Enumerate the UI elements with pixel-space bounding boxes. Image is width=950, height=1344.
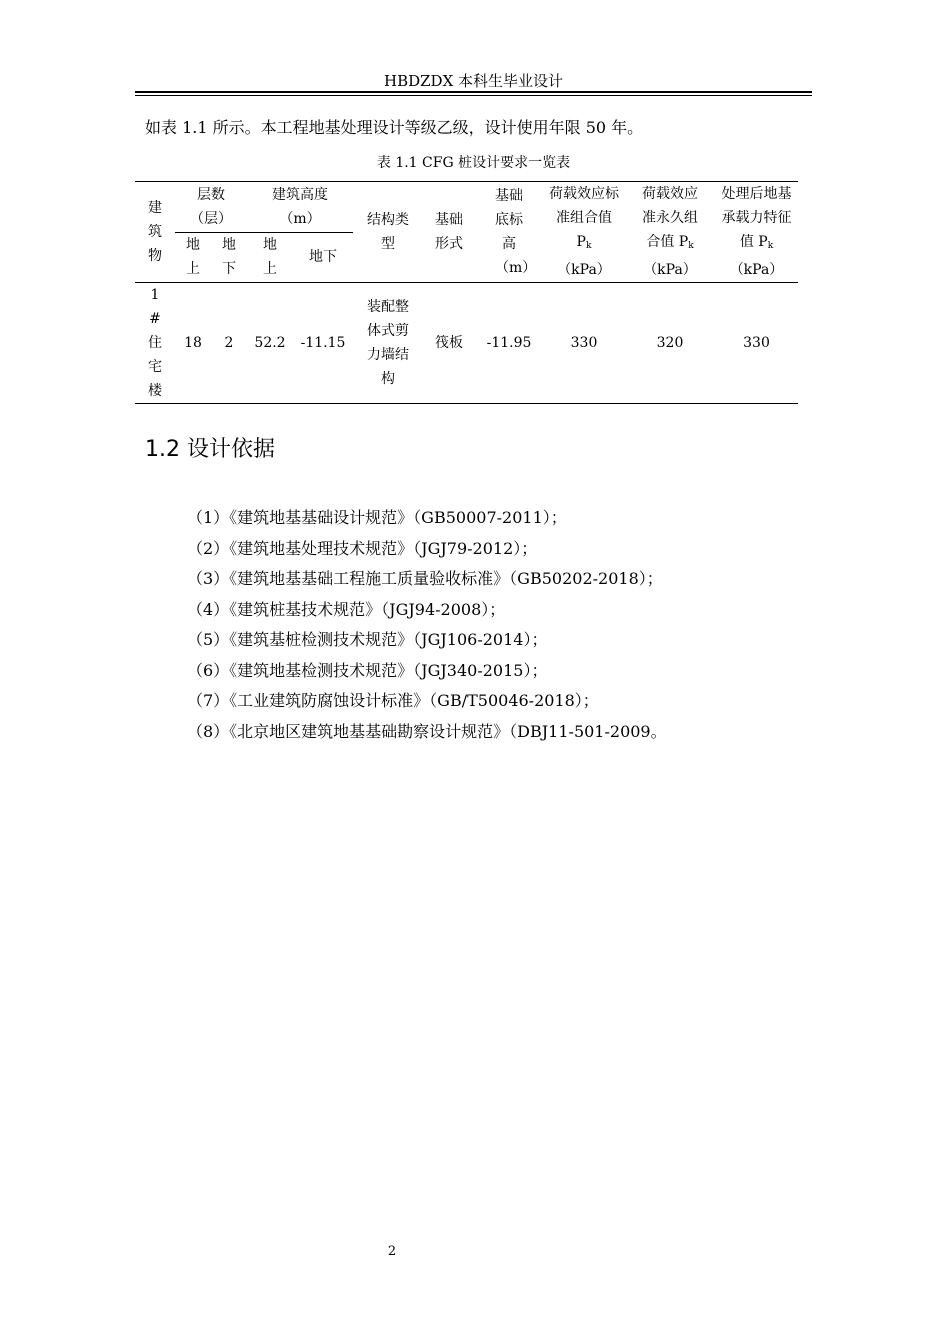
section-heading: 1.2 设计依据	[145, 437, 275, 462]
cell-floors-above: 18	[175, 283, 211, 404]
intro-paragraph: 如表 1.1 所示。本工程地基处理设计等级乙级，设计使用年限 50 年。	[145, 118, 644, 137]
cell-load-permanent: 320	[625, 283, 715, 404]
list-item: （1）《建筑地基基础设计规范》（GB50007-2011）；	[187, 508, 567, 527]
header-height: 建筑高度（m）	[247, 182, 353, 233]
page-number: 2	[387, 1244, 397, 1259]
list-item: （3）《建筑地基基础工程施工质量验收标准》（GB50202-2018）；	[187, 569, 663, 588]
cell-building: 1#住宅楼	[135, 283, 175, 404]
cell-structure: 装配整体式剪力墙结构	[353, 283, 423, 404]
cell-base-elevation: -11.95	[475, 283, 543, 404]
reference-list	[187, 503, 667, 747]
header-bearing-capacity: 处理后地基承载力特征值 $P_k$ （kPa）	[715, 182, 798, 283]
list-item: （7）《工业建筑防腐蚀设计标准》（GB/T50046-2018）；	[187, 691, 599, 710]
table-caption: 表 1.1 CFG 桩设计要求一览表	[376, 155, 571, 171]
header-load-standard: 荷载效应标准组合值 $P_k$ （kPa）	[543, 182, 625, 283]
header-floors-above: 地上	[186, 237, 200, 278]
header-height-above: 地上	[263, 237, 277, 278]
header-foundation: 基础形式	[423, 182, 475, 283]
table-row	[135, 283, 798, 404]
list-item: （6）《建筑地基检测技术规范》（JGJ340-2015）；	[187, 660, 548, 680]
header-rule-thick	[135, 91, 812, 93]
header-building: 建筑物	[135, 182, 175, 283]
cfg-design-table	[135, 181, 798, 404]
cell-height-above: 52.2	[247, 283, 293, 404]
list-item: （4）《建筑桩基技术规范》（JGJ94-2008）；	[187, 599, 506, 619]
list-item: （2）《建筑地基处理技术规范》（JGJ79-2012）；	[187, 538, 538, 558]
list-item: （8）《北京地区建筑地基基础勘察设计规范》（DBJ11-501-2009。	[187, 721, 667, 741]
header-structure: 结构类型	[353, 182, 423, 283]
cell-foundation: 筏板	[423, 283, 475, 404]
header-rule-thin	[135, 95, 812, 96]
running-header: HBDZDX 本科生毕业设计	[383, 72, 564, 90]
cell-load-standard: 330	[543, 283, 625, 404]
list-item: （5）《建筑基桩检测技术规范》（JGJ106-2014）；	[187, 630, 548, 649]
header-height-below: 地下	[309, 249, 337, 266]
cell-height-below: -11.15	[293, 283, 353, 404]
cell-bearing-capacity: 330	[715, 283, 798, 404]
header-load-permanent: 荷载效应准永久组合值 $P_k$ （kPa）	[625, 182, 715, 283]
header-floors: 层数（层）	[175, 182, 247, 233]
header-base-elevation: 基础底标高（m）	[475, 182, 543, 283]
cell-floors-below: 2	[211, 283, 247, 404]
header-floors-below: 地下	[222, 237, 236, 278]
